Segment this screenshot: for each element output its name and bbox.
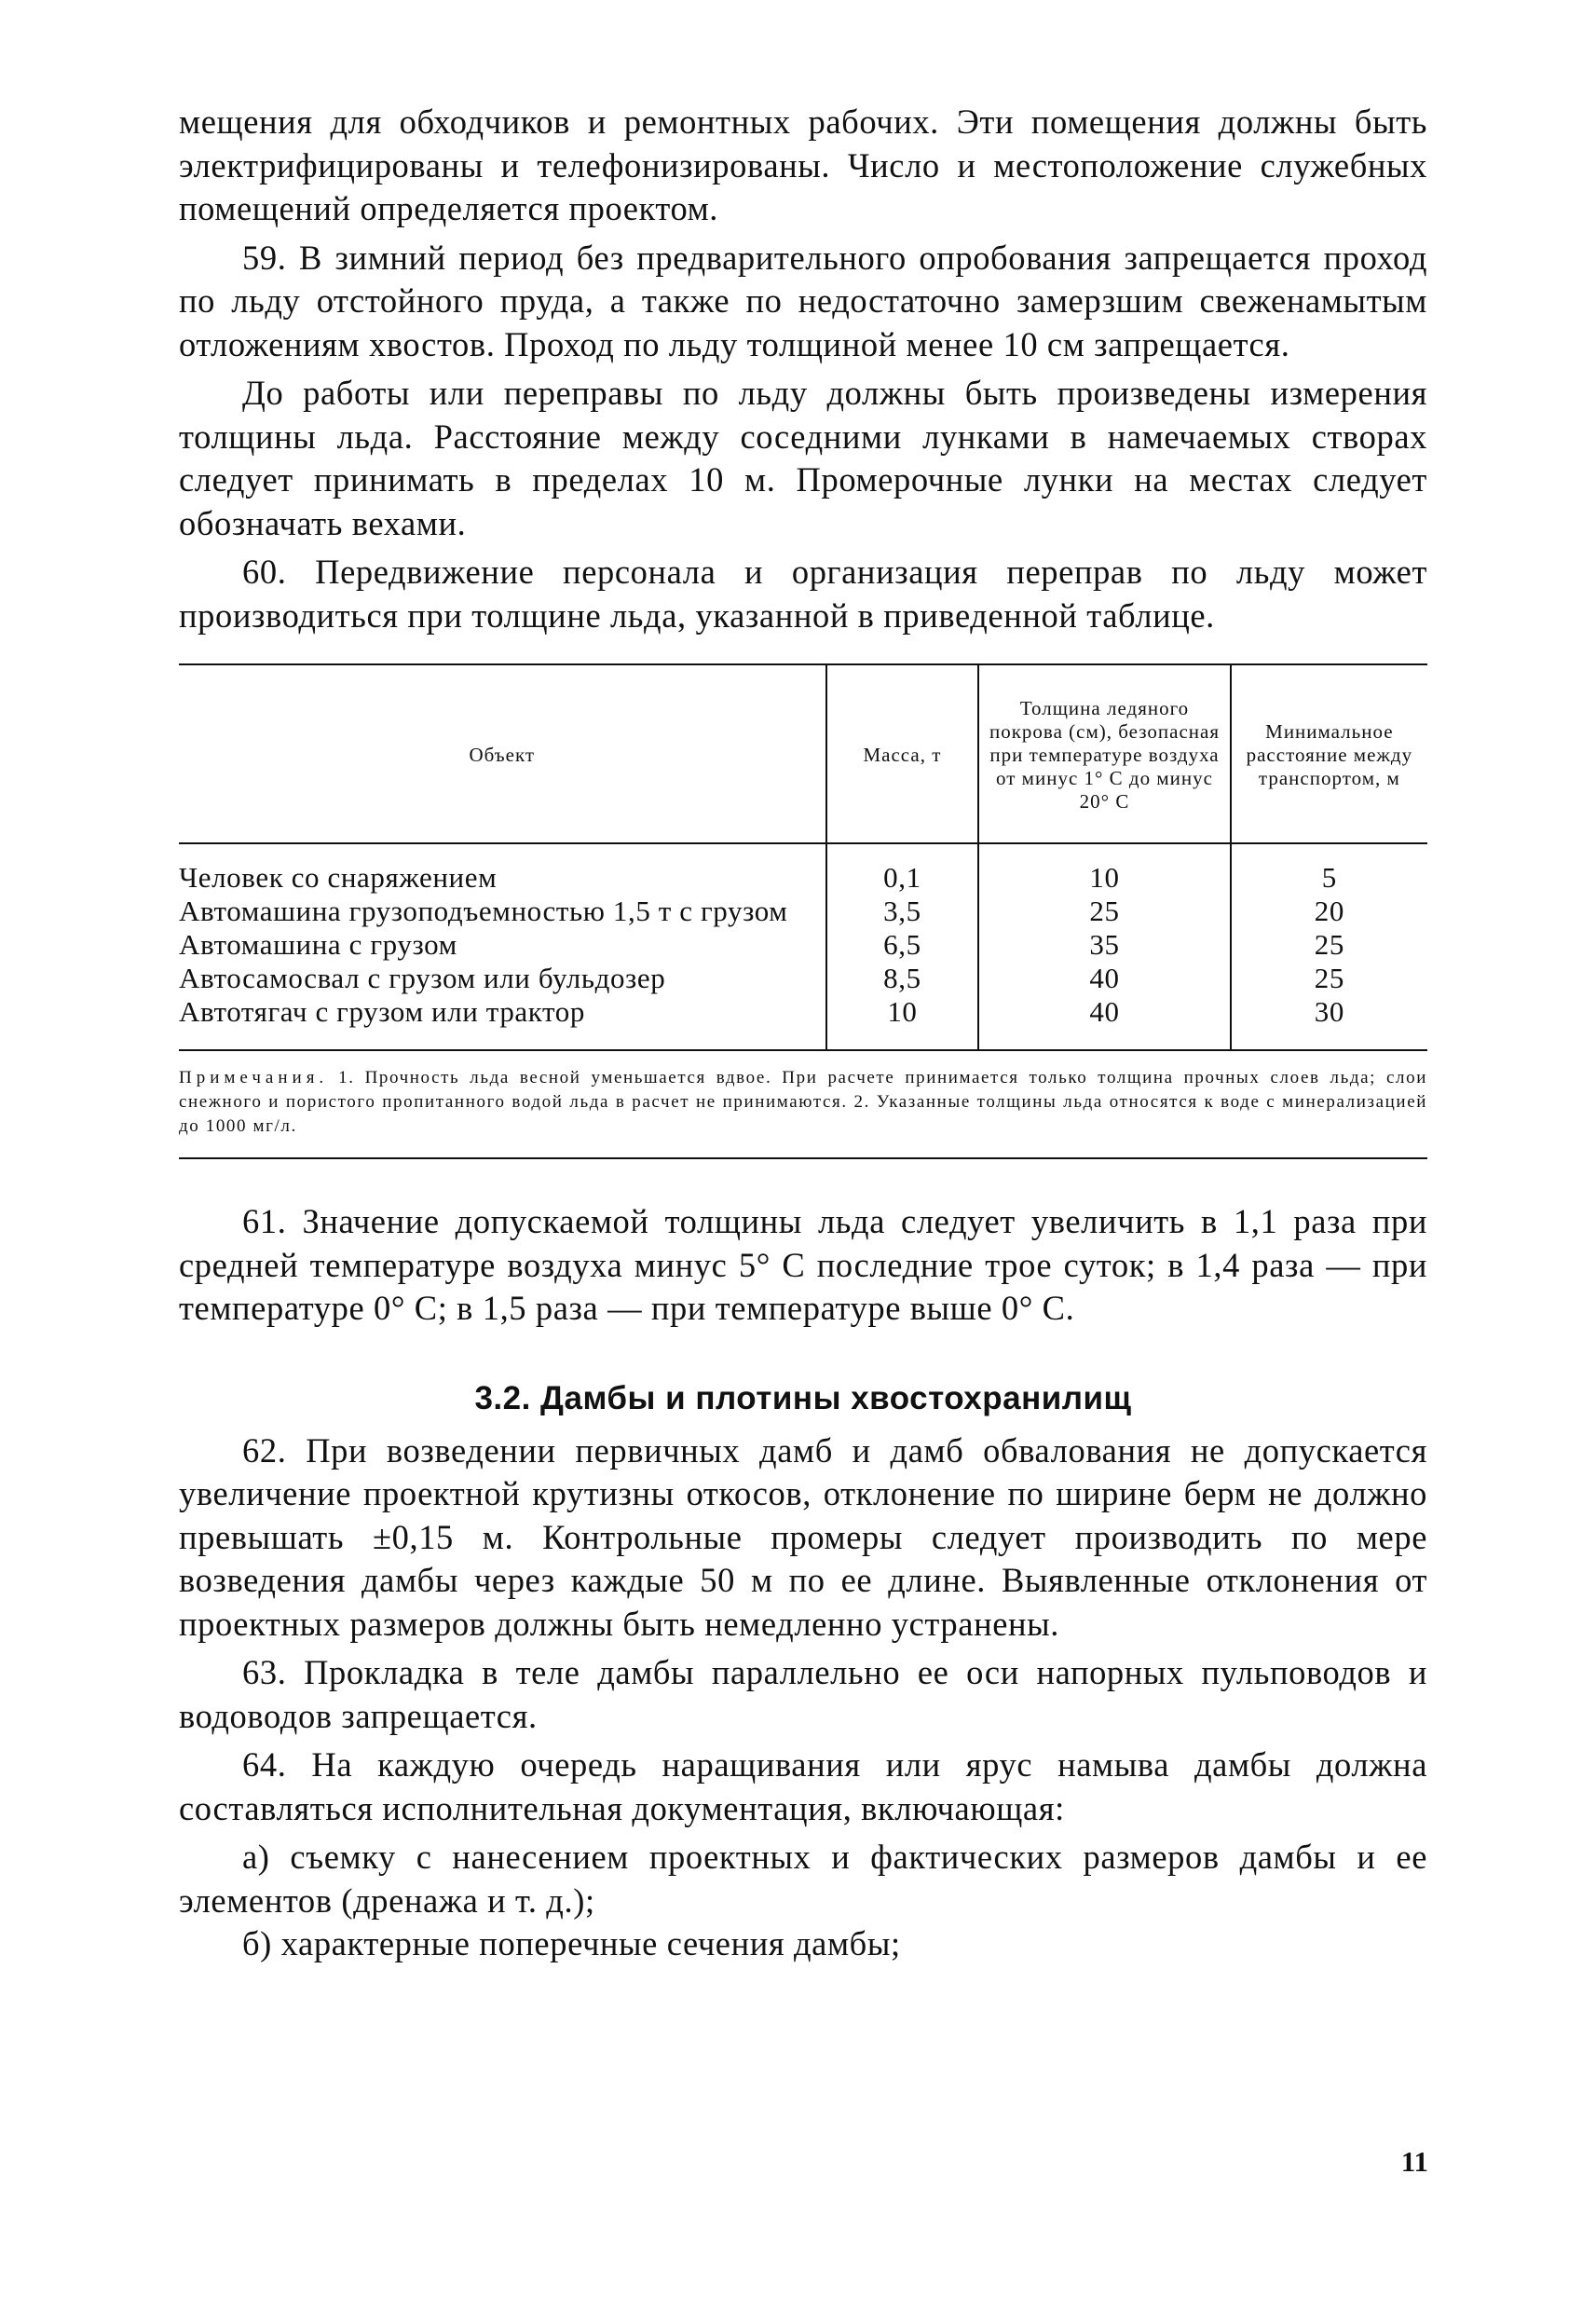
paragraph-60: 60. Передвижение персонала и организация переправ по льду может производиться при толщине льда, указанной в приведенной таблице. [179, 553, 1427, 635]
header-min-distance: Минимальное расстояние между транспортом, м [1231, 664, 1427, 843]
cell-distance: 20 [1231, 895, 1427, 928]
cell-distance: 5 [1231, 843, 1427, 895]
paragraph-61: 61. Значение допускаемой толщины льда следует увеличить в 1,1 раза при средней температуре воздуха минус 5° С последние трое суток; в 1,4 раза — при температуре 0° С; в 1,5 раза — при температуре выше 0° С. [179, 1202, 1427, 1327]
cell-distance: 30 [1231, 995, 1427, 1050]
table-header-row [179, 664, 1427, 843]
list-item-b: б) характерные поперечные сечения дамбы; [242, 1924, 901, 1962]
table-notes [179, 1051, 1427, 1159]
cell-object: Автосамосвал с грузом или бульдозер [179, 962, 666, 994]
cell-thickness: 40 [978, 995, 1230, 1050]
cell-thickness: 35 [978, 928, 1230, 962]
paragraph-59: 59. В зимний период без предварительного опробования запрещается проход по льду отстойного пруда, а также по недостаточно замерзшим свеженамытым отложениям хвостов. Проход по льду толщиной менее 10 см запрещается. [179, 238, 1427, 363]
list-item-a: а) съемку с нанесением проектных и фактических размеров дамбы и ее элементов (дренажа и т. д.); [179, 1838, 1427, 1920]
paragraph-62: 62. При возведении первичных дамб и дамб обвалования не допускается увеличение проектной крутизны откосов, отклонение по ширине берм не должно превышать ±0,15 м. Контрольные промеры следует производить по мере возведения дамбы через каждые 50 м по ее длине. Выявленные отклонения от проектных размеров должны быть немедленно устранены. [179, 1430, 1427, 1643]
cell-mass: 10 [826, 995, 979, 1050]
header-mass: Масса, т [826, 664, 979, 843]
cell-mass: 6,5 [826, 928, 979, 962]
cell-thickness: 25 [978, 895, 1230, 928]
cell-mass: 0,1 [826, 843, 979, 895]
paragraph-continuation: мещения для обходчиков и ремонтных рабочих. Эти помещения должны быть электрифицированы и телефонизированы. Число и местоположение служебных помещений определяется проектом. [179, 103, 1427, 227]
header-ice-thickness: Толщина ледяного покрова (см), безопасная при температуре воздуха от минус 1° С до минус 20° С [978, 664, 1230, 843]
notes-label: Примечания. [179, 1068, 329, 1087]
cell-distance: 25 [1231, 928, 1427, 962]
table-row [179, 962, 1427, 995]
cell-thickness: 10 [978, 843, 1230, 895]
notes-text: 1. Прочность льда весной уменьшается вдвое. При расчете принимается только толщина прочных слоев льда; слои снежного и пористого пропитанного водой льда в расчет не принимаются. 2. Указанные толщины льда относятся к воде с минерализацией до 1000 мг/л. [179, 1068, 1427, 1136]
document-page [179, 101, 1427, 1966]
cell-object: Автотягач с грузом или трактор [179, 995, 585, 1028]
table-row [179, 843, 1427, 895]
table-row [179, 895, 1427, 928]
paragraph-63: 63. Прокладка в теле дамбы параллельно ее оси напорных пульповодов и водоводов запрещается. [179, 1653, 1427, 1735]
cell-distance: 25 [1231, 962, 1427, 995]
cell-object: Автомашина с грузом [179, 928, 457, 961]
table-row [179, 995, 1427, 1050]
paragraph-ice-measurement: До работы или переправы по льду должны быть произведены измерения толщины льда. Расстояние между соседними лунками в намечаемых створах следует принимать в пределах 10 м. Промерочные лунки на местах следует обозначать вехами. [179, 374, 1427, 542]
page-number: 11 [1400, 2145, 1428, 2178]
paragraph-64: 64. На каждую очередь наращивания или ярус намыва дамбы должна составляться исполнительная документация, включающая: [179, 1745, 1427, 1827]
header-object: Объект [179, 664, 826, 843]
table-row [179, 928, 1427, 962]
cell-thickness: 40 [978, 962, 1230, 995]
ice-thickness-table [179, 663, 1427, 1051]
cell-object: Автомашина грузоподъемностью 1,5 т с грузом [179, 895, 788, 927]
cell-object: Человек со снаряжением [179, 861, 498, 894]
cell-mass: 8,5 [826, 962, 979, 995]
cell-mass: 3,5 [826, 895, 979, 928]
section-title: 3.2. Дамбы и плотины хвостохранилищ [474, 1379, 1132, 1416]
